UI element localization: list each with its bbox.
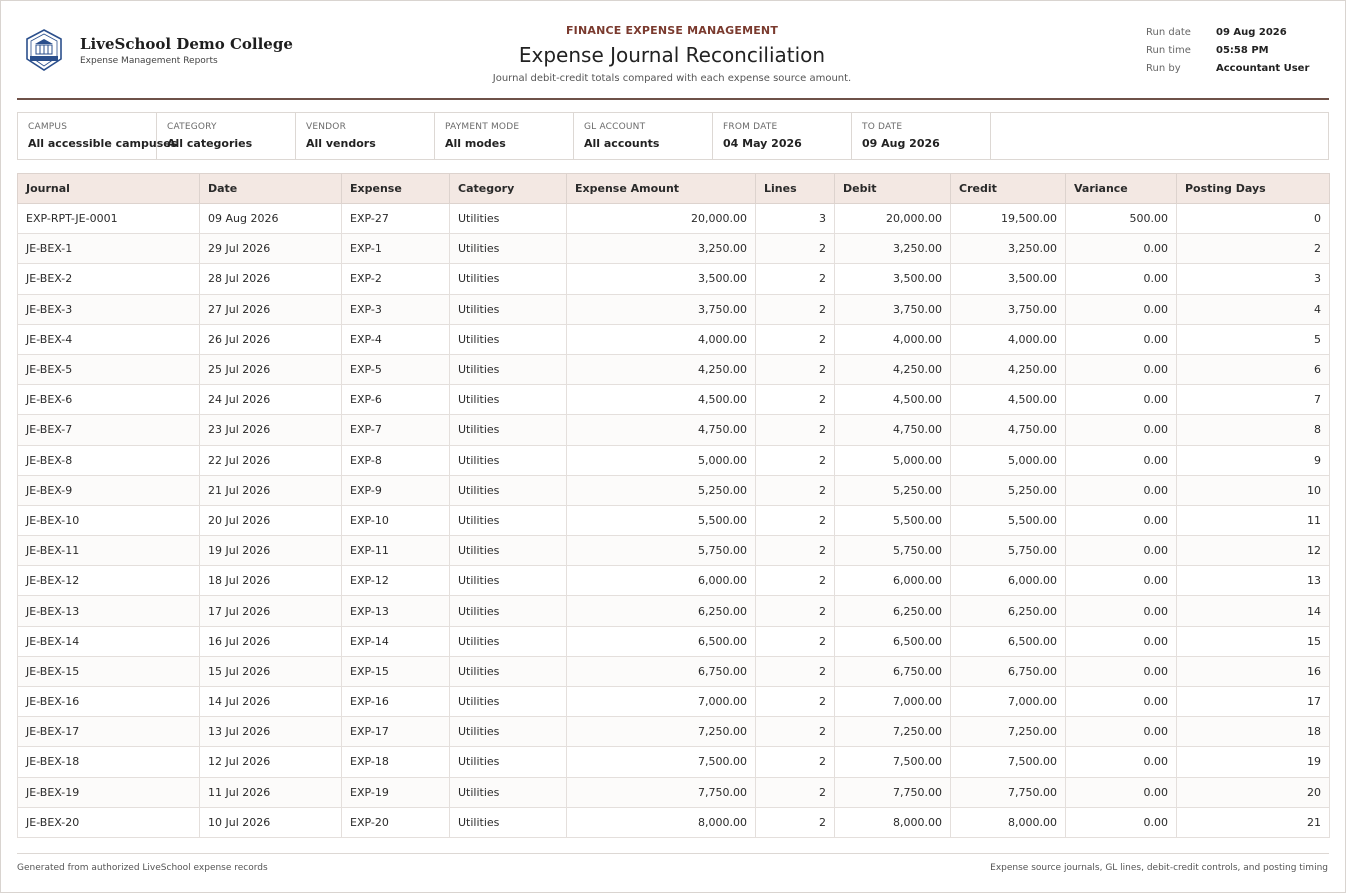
cell-journal: JE-BEX-19	[18, 777, 200, 807]
cell-posting-days: 5	[1177, 324, 1330, 354]
cell-credit: 6,750.00	[951, 656, 1066, 686]
cell-credit: 5,000.00	[951, 445, 1066, 475]
cell-lines: 2	[756, 596, 835, 626]
cell-variance: 0.00	[1066, 536, 1177, 566]
cell-expense-amount: 7,000.00	[567, 687, 756, 717]
column-header-lines[interactable]: Lines	[756, 174, 835, 204]
table-row[interactable]	[18, 505, 1330, 535]
cell-debit: 6,000.00	[835, 566, 951, 596]
cell-journal: JE-BEX-10	[18, 505, 200, 535]
filter-label: TO DATE	[862, 122, 903, 132]
cell-expense: EXP-13	[342, 596, 450, 626]
cell-category: Utilities	[450, 234, 567, 264]
cell-variance: 0.00	[1066, 747, 1177, 777]
cell-category: Utilities	[450, 505, 567, 535]
cell-lines: 2	[756, 687, 835, 717]
column-header-posting-days[interactable]: Posting Days	[1177, 174, 1330, 204]
cell-posting-days: 4	[1177, 294, 1330, 324]
cell-journal: JE-BEX-8	[18, 445, 200, 475]
cell-variance: 0.00	[1066, 807, 1177, 837]
cell-posting-days: 2	[1177, 234, 1330, 264]
cell-posting-days: 12	[1177, 536, 1330, 566]
table-row[interactable]	[18, 324, 1330, 354]
cell-category: Utilities	[450, 445, 567, 475]
cell-journal: JE-BEX-11	[18, 536, 200, 566]
cell-debit: 7,000.00	[835, 687, 951, 717]
column-header-expense[interactable]: Expense	[342, 174, 450, 204]
cell-category: Utilities	[450, 324, 567, 354]
cell-date: 16 Jul 2026	[200, 626, 342, 656]
reconciliation-table	[17, 173, 1330, 838]
cell-variance: 0.00	[1066, 687, 1177, 717]
cell-credit: 5,500.00	[951, 505, 1066, 535]
cell-expense: EXP-7	[342, 415, 450, 445]
cell-variance: 500.00	[1066, 204, 1177, 234]
cell-credit: 4,500.00	[951, 385, 1066, 415]
table-row[interactable]	[18, 596, 1330, 626]
cell-date: 17 Jul 2026	[200, 596, 342, 626]
table-body	[18, 204, 1330, 838]
cell-expense: EXP-12	[342, 566, 450, 596]
cell-expense: EXP-20	[342, 807, 450, 837]
school-block	[80, 35, 293, 66]
column-header-variance[interactable]: Variance	[1066, 174, 1177, 204]
cell-expense-amount: 4,000.00	[567, 324, 756, 354]
cell-expense-amount: 6,250.00	[567, 596, 756, 626]
cell-credit: 8,000.00	[951, 807, 1066, 837]
cell-credit: 6,000.00	[951, 566, 1066, 596]
cell-variance: 0.00	[1066, 415, 1177, 445]
cell-credit: 7,250.00	[951, 717, 1066, 747]
cell-expense-amount: 6,750.00	[567, 656, 756, 686]
cell-category: Utilities	[450, 717, 567, 747]
cell-lines: 2	[756, 415, 835, 445]
table-row[interactable]	[18, 687, 1330, 717]
cell-category: Utilities	[450, 687, 567, 717]
cell-expense-amount: 7,500.00	[567, 747, 756, 777]
page-title: Expense Journal Reconciliation	[518, 43, 826, 67]
filter-gl-account[interactable]	[574, 113, 713, 159]
table-row[interactable]	[18, 294, 1330, 324]
table-row[interactable]	[18, 536, 1330, 566]
cell-expense-amount: 7,250.00	[567, 717, 756, 747]
table-row[interactable]	[18, 566, 1330, 596]
cell-lines: 2	[756, 324, 835, 354]
table-header-row	[18, 174, 1330, 204]
cell-credit: 4,750.00	[951, 415, 1066, 445]
cell-expense-amount: 4,750.00	[567, 415, 756, 445]
cell-journal: JE-BEX-3	[18, 294, 200, 324]
column-header-category[interactable]: Category	[450, 174, 567, 204]
cell-credit: 4,250.00	[951, 354, 1066, 384]
cell-expense-amount: 7,750.00	[567, 777, 756, 807]
cell-lines: 2	[756, 777, 835, 807]
filter-value: All accessible campuses	[28, 137, 178, 150]
cell-category: Utilities	[450, 656, 567, 686]
table-row[interactable]	[18, 234, 1330, 264]
cell-variance: 0.00	[1066, 596, 1177, 626]
cell-expense: EXP-2	[342, 264, 450, 294]
footer-left-note: Generated from authorized LiveSchool expense records	[17, 863, 268, 873]
cell-debit: 3,750.00	[835, 294, 951, 324]
filter-category[interactable]	[157, 113, 296, 159]
cell-variance: 0.00	[1066, 445, 1177, 475]
filter-value: 04 May 2026	[723, 137, 802, 150]
cell-category: Utilities	[450, 747, 567, 777]
cell-journal: JE-BEX-16	[18, 687, 200, 717]
cell-expense-amount: 3,500.00	[567, 264, 756, 294]
cell-credit: 7,500.00	[951, 747, 1066, 777]
filter-label: VENDOR	[306, 122, 347, 132]
cell-date: 24 Jul 2026	[200, 385, 342, 415]
meta-run-by	[1146, 63, 1309, 81]
meta-run-time	[1146, 45, 1309, 63]
cell-expense: EXP-3	[342, 294, 450, 324]
cell-debit: 8,000.00	[835, 807, 951, 837]
report-header	[17, 0, 1329, 100]
table-row[interactable]	[18, 385, 1330, 415]
cell-variance: 0.00	[1066, 475, 1177, 505]
filter-value: All modes	[445, 137, 506, 150]
cell-journal: JE-BEX-12	[18, 566, 200, 596]
cell-credit: 3,750.00	[951, 294, 1066, 324]
cell-posting-days: 15	[1177, 626, 1330, 656]
cell-date: 14 Jul 2026	[200, 687, 342, 717]
cell-variance: 0.00	[1066, 717, 1177, 747]
report-title-block	[417, 24, 927, 84]
cell-posting-days: 6	[1177, 354, 1330, 384]
cell-posting-days: 20	[1177, 777, 1330, 807]
cell-date: 10 Jul 2026	[200, 807, 342, 837]
cell-debit: 5,750.00	[835, 536, 951, 566]
cell-debit: 5,500.00	[835, 505, 951, 535]
cell-debit: 7,750.00	[835, 777, 951, 807]
cell-expense: EXP-6	[342, 385, 450, 415]
cell-variance: 0.00	[1066, 505, 1177, 535]
cell-variance: 0.00	[1066, 354, 1177, 384]
cell-variance: 0.00	[1066, 324, 1177, 354]
report-kicker: FINANCE EXPENSE MANAGEMENT	[565, 24, 779, 37]
filter-label: CATEGORY	[167, 122, 217, 132]
cell-lines: 2	[756, 747, 835, 777]
cell-variance: 0.00	[1066, 656, 1177, 686]
cell-debit: 7,250.00	[835, 717, 951, 747]
cell-journal: JE-BEX-14	[18, 626, 200, 656]
cell-credit: 5,250.00	[951, 475, 1066, 505]
cell-lines: 3	[756, 204, 835, 234]
filter-payment-mode[interactable]	[435, 113, 574, 159]
table-row[interactable]	[18, 656, 1330, 686]
column-header-journal[interactable]: Journal	[18, 174, 200, 204]
filter-to-date[interactable]	[852, 113, 991, 159]
filter-bar	[17, 112, 1329, 160]
school-crest-icon	[24, 28, 64, 72]
cell-expense-amount: 5,250.00	[567, 475, 756, 505]
cell-posting-days: 19	[1177, 747, 1330, 777]
cell-date: 26 Jul 2026	[200, 324, 342, 354]
cell-expense: EXP-16	[342, 687, 450, 717]
school-name: LiveSchool Demo College	[80, 35, 293, 53]
cell-expense: EXP-18	[342, 747, 450, 777]
footer-right-note: Expense source journals, GL lines, debit-credit controls, and posting timing	[990, 863, 1328, 873]
cell-expense: EXP-9	[342, 475, 450, 505]
cell-debit: 6,250.00	[835, 596, 951, 626]
cell-lines: 2	[756, 294, 835, 324]
cell-posting-days: 21	[1177, 807, 1330, 837]
cell-expense: EXP-8	[342, 445, 450, 475]
cell-expense-amount: 3,250.00	[567, 234, 756, 264]
filter-label: PAYMENT MODE	[445, 122, 520, 132]
filter-value: All categories	[167, 137, 253, 150]
column-header-expense-amount[interactable]: Expense Amount	[567, 174, 756, 204]
cell-debit: 4,500.00	[835, 385, 951, 415]
cell-date: 12 Jul 2026	[200, 747, 342, 777]
cell-credit: 19,500.00	[951, 204, 1066, 234]
cell-debit: 4,000.00	[835, 324, 951, 354]
cell-expense: EXP-19	[342, 777, 450, 807]
cell-expense: EXP-10	[342, 505, 450, 535]
cell-category: Utilities	[450, 626, 567, 656]
cell-journal: JE-BEX-18	[18, 747, 200, 777]
cell-date: 18 Jul 2026	[200, 566, 342, 596]
cell-posting-days: 9	[1177, 445, 1330, 475]
cell-credit: 3,250.00	[951, 234, 1066, 264]
meta-label: Run date	[1146, 27, 1191, 38]
cell-debit: 7,500.00	[835, 747, 951, 777]
cell-credit: 6,250.00	[951, 596, 1066, 626]
cell-debit: 6,500.00	[835, 626, 951, 656]
cell-posting-days: 10	[1177, 475, 1330, 505]
cell-posting-days: 11	[1177, 505, 1330, 535]
cell-journal: JE-BEX-9	[18, 475, 200, 505]
cell-date: 25 Jul 2026	[200, 354, 342, 384]
filter-label: FROM DATE	[723, 122, 778, 132]
meta-label: Run by	[1146, 63, 1181, 74]
cell-credit: 7,750.00	[951, 777, 1066, 807]
cell-journal: JE-BEX-17	[18, 717, 200, 747]
cell-expense-amount: 8,000.00	[567, 807, 756, 837]
meta-value: Accountant User	[1216, 63, 1310, 74]
cell-debit: 20,000.00	[835, 204, 951, 234]
cell-lines: 2	[756, 505, 835, 535]
cell-posting-days: 3	[1177, 264, 1330, 294]
cell-posting-days: 14	[1177, 596, 1330, 626]
column-header-date[interactable]: Date	[200, 174, 342, 204]
cell-category: Utilities	[450, 536, 567, 566]
cell-posting-days: 13	[1177, 566, 1330, 596]
cell-expense: EXP-27	[342, 204, 450, 234]
cell-expense-amount: 6,500.00	[567, 626, 756, 656]
table-row[interactable]	[18, 747, 1330, 777]
school-subtitle: Expense Management Reports	[80, 56, 218, 66]
cell-date: 23 Jul 2026	[200, 415, 342, 445]
cell-variance: 0.00	[1066, 264, 1177, 294]
cell-expense-amount: 5,500.00	[567, 505, 756, 535]
cell-journal: JE-BEX-15	[18, 656, 200, 686]
cell-expense: EXP-4	[342, 324, 450, 354]
cell-expense: EXP-17	[342, 717, 450, 747]
table-row[interactable]	[18, 626, 1330, 656]
cell-journal: JE-BEX-2	[18, 264, 200, 294]
cell-debit: 5,250.00	[835, 475, 951, 505]
table-row[interactable]	[18, 204, 1330, 234]
cell-expense: EXP-1	[342, 234, 450, 264]
cell-expense-amount: 6,000.00	[567, 566, 756, 596]
page-subtitle: Journal debit-credit totals compared with each expense source amount.	[492, 73, 852, 84]
cell-expense: EXP-15	[342, 656, 450, 686]
filter-label: CAMPUS	[28, 122, 68, 132]
cell-lines: 2	[756, 475, 835, 505]
cell-category: Utilities	[450, 385, 567, 415]
cell-expense-amount: 4,500.00	[567, 385, 756, 415]
filter-vendor[interactable]	[296, 113, 435, 159]
cell-expense-amount: 3,750.00	[567, 294, 756, 324]
filter-value: All accounts	[584, 137, 660, 150]
cell-lines: 2	[756, 807, 835, 837]
table-row[interactable]	[18, 264, 1330, 294]
cell-lines: 2	[756, 234, 835, 264]
cell-variance: 0.00	[1066, 626, 1177, 656]
cell-debit: 3,500.00	[835, 264, 951, 294]
cell-posting-days: 8	[1177, 415, 1330, 445]
cell-posting-days: 0	[1177, 204, 1330, 234]
cell-date: 19 Jul 2026	[200, 536, 342, 566]
cell-journal: EXP-RPT-JE-0001	[18, 204, 200, 234]
cell-category: Utilities	[450, 475, 567, 505]
cell-journal: JE-BEX-4	[18, 324, 200, 354]
cell-category: Utilities	[450, 294, 567, 324]
cell-date: 15 Jul 2026	[200, 656, 342, 686]
cell-lines: 2	[756, 445, 835, 475]
cell-category: Utilities	[450, 415, 567, 445]
filter-label: GL ACCOUNT	[584, 122, 646, 132]
table-row[interactable]	[18, 415, 1330, 445]
cell-expense: EXP-14	[342, 626, 450, 656]
table-row[interactable]	[18, 777, 1330, 807]
cell-journal: JE-BEX-5	[18, 354, 200, 384]
cell-variance: 0.00	[1066, 777, 1177, 807]
cell-journal: JE-BEX-7	[18, 415, 200, 445]
cell-date: 29 Jul 2026	[200, 234, 342, 264]
cell-journal: JE-BEX-13	[18, 596, 200, 626]
cell-category: Utilities	[450, 596, 567, 626]
cell-category: Utilities	[450, 807, 567, 837]
cell-variance: 0.00	[1066, 294, 1177, 324]
cell-credit: 6,500.00	[951, 626, 1066, 656]
cell-journal: JE-BEX-1	[18, 234, 200, 264]
column-header-credit[interactable]: Credit	[951, 174, 1066, 204]
meta-label: Run time	[1146, 45, 1191, 56]
meta-run-date	[1146, 27, 1309, 45]
cell-credit: 3,500.00	[951, 264, 1066, 294]
table-row[interactable]	[18, 354, 1330, 384]
cell-date: 27 Jul 2026	[200, 294, 342, 324]
cell-variance: 0.00	[1066, 234, 1177, 264]
cell-posting-days: 16	[1177, 656, 1330, 686]
cell-posting-days: 18	[1177, 717, 1330, 747]
cell-lines: 2	[756, 656, 835, 686]
meta-value: 05:58 PM	[1216, 45, 1269, 56]
table-row[interactable]	[18, 807, 1330, 837]
table-row[interactable]	[18, 717, 1330, 747]
cell-expense-amount: 4,250.00	[567, 354, 756, 384]
cell-date: 13 Jul 2026	[200, 717, 342, 747]
cell-category: Utilities	[450, 777, 567, 807]
cell-date: 09 Aug 2026	[200, 204, 342, 234]
cell-expense-amount: 5,000.00	[567, 445, 756, 475]
cell-expense-amount: 20,000.00	[567, 204, 756, 234]
cell-expense: EXP-11	[342, 536, 450, 566]
filter-value: All vendors	[306, 137, 376, 150]
cell-debit: 4,750.00	[835, 415, 951, 445]
cell-lines: 2	[756, 566, 835, 596]
cell-lines: 2	[756, 717, 835, 747]
cell-posting-days: 17	[1177, 687, 1330, 717]
cell-journal: JE-BEX-6	[18, 385, 200, 415]
cell-debit: 6,750.00	[835, 656, 951, 686]
cell-date: 20 Jul 2026	[200, 505, 342, 535]
cell-date: 21 Jul 2026	[200, 475, 342, 505]
cell-credit: 7,000.00	[951, 687, 1066, 717]
cell-debit: 3,250.00	[835, 234, 951, 264]
run-meta	[1146, 27, 1309, 81]
filter-value: 09 Aug 2026	[862, 137, 940, 150]
cell-credit: 5,750.00	[951, 536, 1066, 566]
cell-posting-days: 7	[1177, 385, 1330, 415]
cell-category: Utilities	[450, 566, 567, 596]
cell-lines: 2	[756, 385, 835, 415]
cell-lines: 2	[756, 536, 835, 566]
cell-lines: 2	[756, 354, 835, 384]
cell-journal: JE-BEX-20	[18, 807, 200, 837]
cell-category: Utilities	[450, 354, 567, 384]
cell-date: 22 Jul 2026	[200, 445, 342, 475]
cell-credit: 4,000.00	[951, 324, 1066, 354]
meta-value: 09 Aug 2026	[1216, 27, 1287, 38]
table-row[interactable]	[18, 475, 1330, 505]
filter-campus[interactable]	[18, 113, 178, 159]
cell-date: 28 Jul 2026	[200, 264, 342, 294]
cell-debit: 5,000.00	[835, 445, 951, 475]
cell-expense: EXP-5	[342, 354, 450, 384]
footer-divider	[17, 853, 1329, 854]
cell-debit: 4,250.00	[835, 354, 951, 384]
cell-lines: 2	[756, 264, 835, 294]
filter-from-date[interactable]	[713, 113, 852, 159]
table-row[interactable]	[18, 445, 1330, 475]
cell-expense-amount: 5,750.00	[567, 536, 756, 566]
cell-category: Utilities	[450, 204, 567, 234]
cell-variance: 0.00	[1066, 566, 1177, 596]
cell-variance: 0.00	[1066, 385, 1177, 415]
cell-date: 11 Jul 2026	[200, 777, 342, 807]
cell-lines: 2	[756, 626, 835, 656]
cell-category: Utilities	[450, 264, 567, 294]
column-header-debit[interactable]: Debit	[835, 174, 951, 204]
